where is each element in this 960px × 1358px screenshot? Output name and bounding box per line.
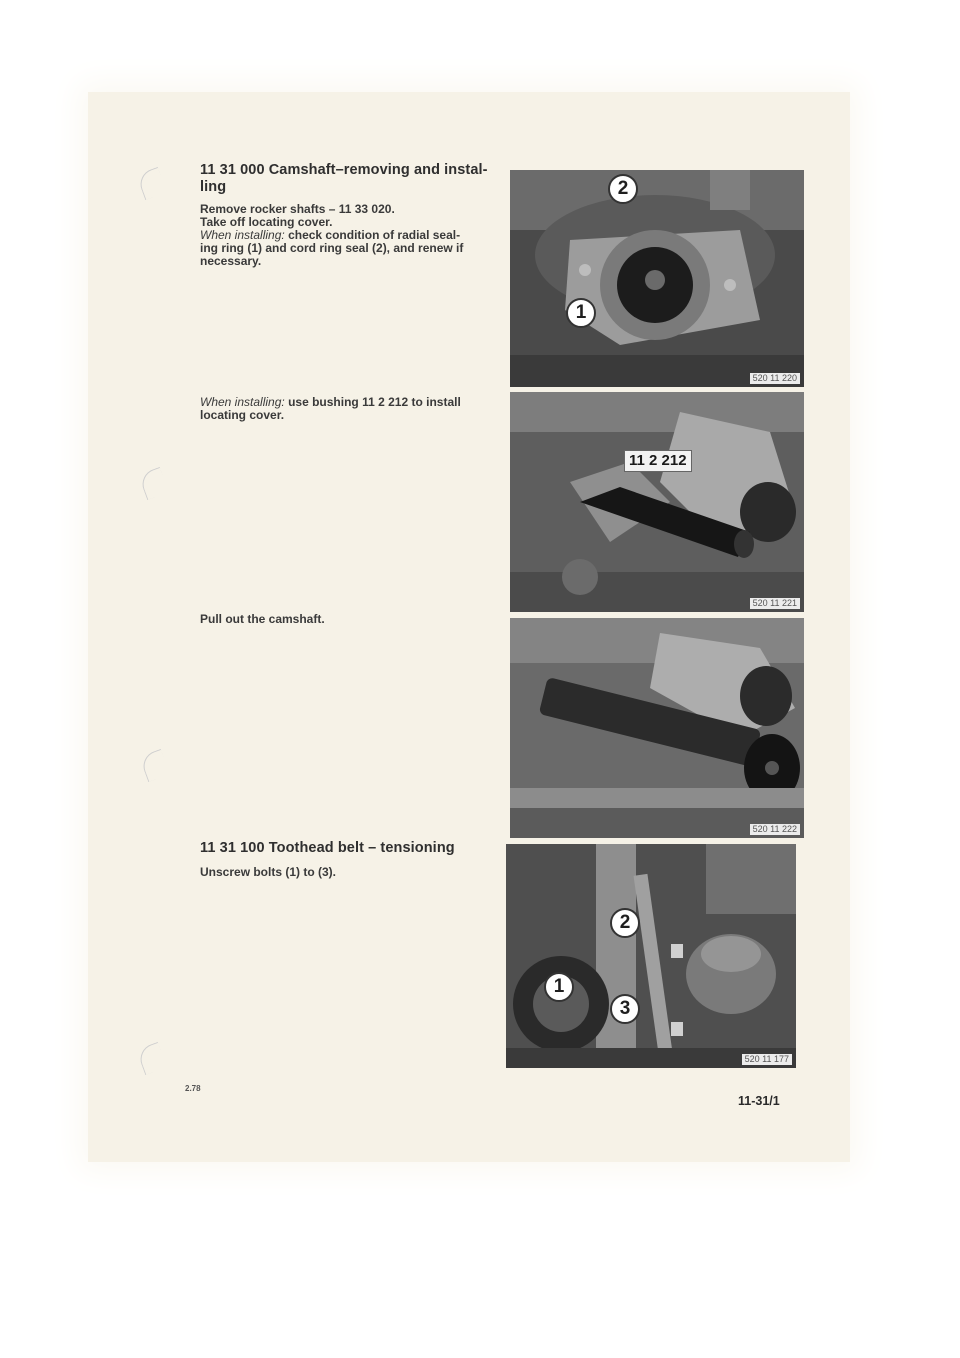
figure-ref: 520 11 221 bbox=[750, 598, 800, 609]
text-line: Remove rocker shafts – 11 33 020. bbox=[200, 202, 395, 216]
text-line: ing ring (1) and cord ring seal (2), and renew if bbox=[200, 241, 464, 255]
footer-date: 2.78 bbox=[185, 1084, 201, 1093]
photo-locating-cover bbox=[510, 170, 804, 387]
install-label: When installing: bbox=[200, 395, 285, 409]
photo-engine-cover-image bbox=[510, 170, 804, 387]
page-number: 11-31/1 bbox=[738, 1094, 780, 1108]
section-text-belt: Unscrew bolts (1) to (3). bbox=[200, 865, 337, 879]
figure-ref: 520 11 220 bbox=[750, 373, 800, 384]
callout-marker: 2 bbox=[608, 174, 638, 204]
section-text-locating-cover bbox=[200, 396, 515, 422]
callout-marker: 1 bbox=[566, 298, 596, 328]
figure-ref: 520 11 177 bbox=[742, 1054, 792, 1065]
install-label: When installing: bbox=[200, 228, 285, 242]
callout-marker: 2 bbox=[610, 908, 640, 938]
section-text-pull-camshaft: Pull out the camshaft. bbox=[200, 612, 325, 626]
install-text: use bushing 11 2 212 to install bbox=[288, 395, 461, 409]
section-heading-camshaft bbox=[200, 162, 510, 196]
callout-marker: 3 bbox=[610, 994, 640, 1024]
photo-belt-tensioner bbox=[506, 844, 796, 1068]
photo-belt-image bbox=[506, 844, 796, 1068]
photo-bushing-image bbox=[510, 392, 804, 612]
tool-number-label: 11 2 212 bbox=[624, 450, 692, 472]
text-line: Take off locating cover. bbox=[200, 215, 333, 229]
install-text: check condition of radial seal- bbox=[288, 228, 461, 242]
section-text-camshaft bbox=[200, 203, 515, 268]
photo-bushing-install bbox=[510, 392, 804, 612]
text-line: necessary. bbox=[200, 254, 262, 268]
heading-line: ling bbox=[200, 179, 227, 195]
text-line: locating cover. bbox=[200, 408, 285, 422]
section-heading-belt: 11 31 100 Toothead belt – tensioning bbox=[200, 840, 455, 856]
figure-ref: 520 11 222 bbox=[750, 824, 800, 835]
photo-camshaft-image bbox=[510, 618, 804, 838]
heading-line: 11 31 000 Camshaft–removing and instal- bbox=[200, 162, 488, 178]
callout-marker: 1 bbox=[544, 972, 574, 1002]
photo-camshaft-removal bbox=[510, 618, 804, 838]
